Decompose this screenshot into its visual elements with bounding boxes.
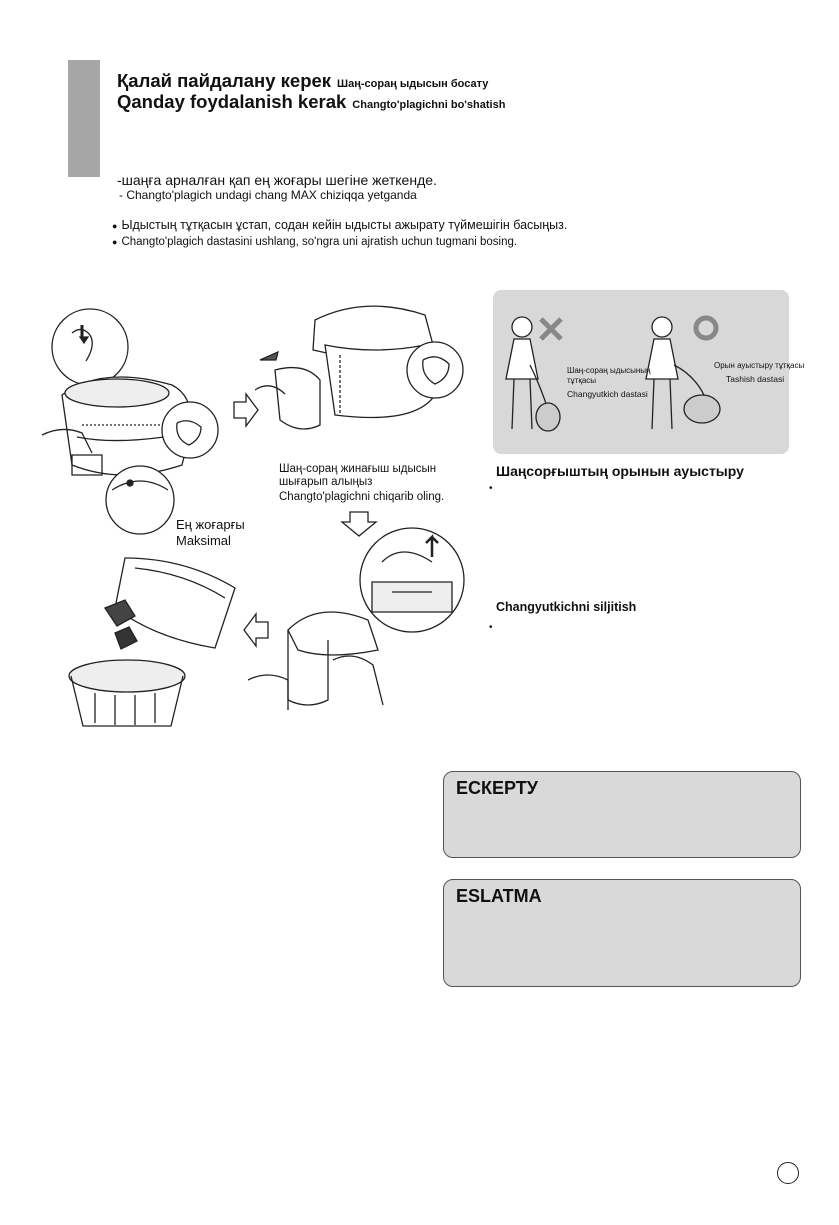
subtitle-kz: Шаң-сорaң ыдысын босату bbox=[337, 78, 489, 90]
vacuum-press-button-illustration bbox=[32, 305, 222, 537]
move-heading-kz: Шаңсорғыштың орынын ауыстыру bbox=[496, 463, 744, 479]
move-bullet-kz: • bbox=[489, 483, 493, 494]
subtitle-uz: Changto'plagichni bo'shatish bbox=[352, 99, 506, 111]
wrong-icon bbox=[537, 315, 565, 343]
warning-title-kz: ЕСКЕРТУ bbox=[456, 778, 538, 798]
title-kz: Қалай пайдалану керек bbox=[117, 70, 332, 91]
warning-title-uz: ESLATMA bbox=[456, 886, 542, 906]
title-uz: Qanday foydalanish kerak bbox=[117, 91, 347, 112]
page-number-circle bbox=[777, 1162, 799, 1184]
intro-bullet-uz bbox=[112, 236, 517, 248]
bullet-icon: ● bbox=[112, 220, 118, 231]
move-heading-uz: Changyutkichni siljitish bbox=[496, 600, 637, 614]
intro-bullet-kz bbox=[112, 218, 567, 232]
remove-bin-caption-kz: Шаң-сорaң жинағыш ыдысын шығарып алыңыз bbox=[279, 463, 437, 488]
right-handle-label bbox=[714, 361, 804, 384]
hold-bin-illustration bbox=[248, 600, 388, 725]
remove-bin-caption-uz: Changto'plagichni chiqarib oling. bbox=[279, 491, 445, 503]
bullet-icon: ● bbox=[112, 236, 118, 247]
empty-dust-illustration bbox=[65, 548, 245, 728]
intro-line-kz: -шаңға арналған қап ең жоғары шегіне жеткенде. bbox=[117, 172, 437, 188]
warning-box-uz bbox=[443, 879, 801, 987]
remove-bin-caption bbox=[279, 463, 459, 504]
max-caption bbox=[176, 517, 245, 549]
bullet-text-kz: Ыдыстың тұтқасын ұстап, содан кейін ыдысты ажырату түймешігін басыңыз. bbox=[121, 218, 568, 232]
page-title-kz bbox=[117, 70, 488, 92]
warning-box-kz bbox=[443, 771, 801, 858]
vacuum-remove-bin-illustration bbox=[255, 300, 465, 450]
wrong-handle-label bbox=[567, 366, 657, 399]
max-caption-uz: Maksimal bbox=[176, 533, 231, 548]
max-caption-kz: Ең жоғарғы bbox=[176, 517, 245, 532]
right-handle-label-uz: Tashish dastasi bbox=[726, 374, 785, 384]
right-handle-label-kz: Орын ауыстыру тұтқасы bbox=[714, 361, 805, 370]
bullet-text-uz: Changto'plagich dastasini ushlang, so'ngra uni ajratish uchun tugmani bosing. bbox=[121, 236, 518, 248]
move-bullet-uz: • bbox=[489, 622, 493, 633]
wrong-handle-label-uz: Changyutkich dastasi bbox=[567, 389, 648, 399]
page-title-uz bbox=[117, 91, 505, 113]
section-sidebar-bar bbox=[68, 60, 100, 177]
intro-line-uz: - Changto'plagich undagi chang MAX chiziqqa yetganda bbox=[119, 188, 417, 202]
correct-icon bbox=[692, 314, 720, 342]
wrong-handle-label-kz: Шаң-сорaң ыдысының тұтқасы bbox=[567, 366, 651, 385]
